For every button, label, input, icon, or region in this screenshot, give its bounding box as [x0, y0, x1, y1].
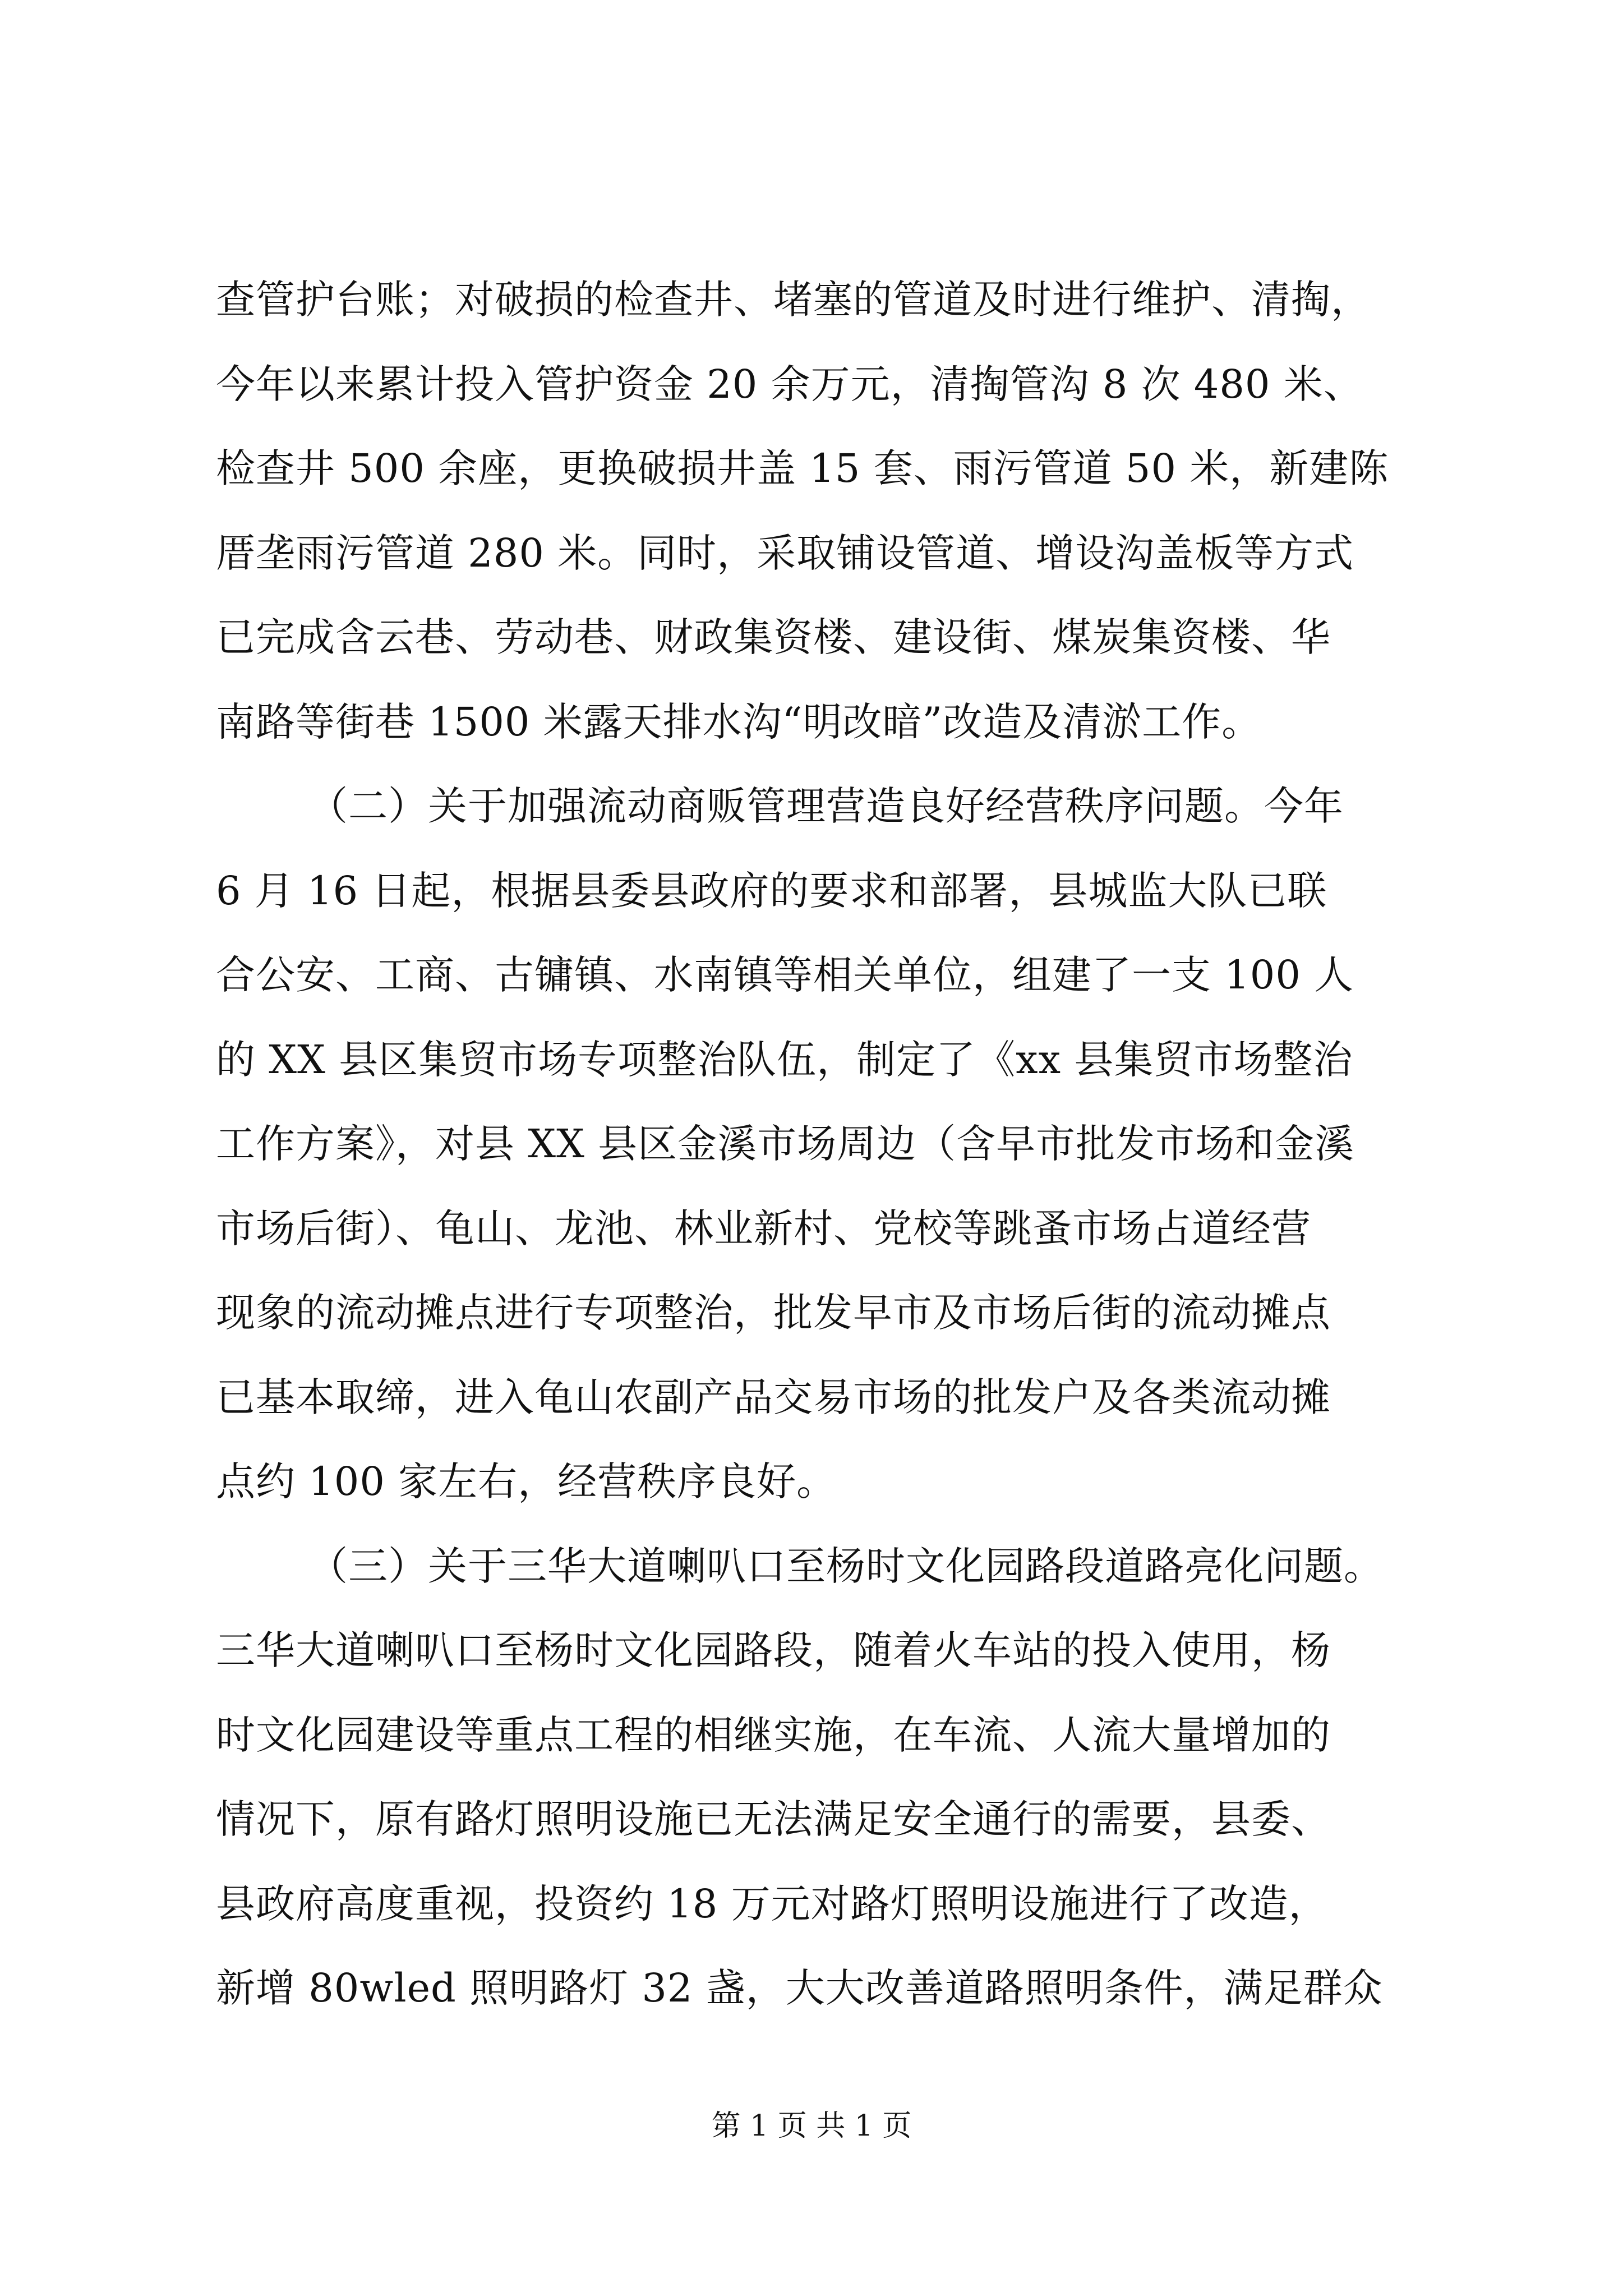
section-heading-line: （三）关于三华大道喇叭口至杨时文化园路段道路亮化问题。 — [308, 1543, 1384, 1589]
text-line: 6 月 16 日起，根据县委县政府的要求和部署，县城监大队已联 — [216, 867, 1327, 914]
text-line: 合公安、工商、古镛镇、水南镇等相关单位，组建了一支 100 人 — [216, 952, 1354, 998]
text-line: 厝垄雨污管道 280 米。同时，采取铺设管道、增设沟盖板等方式 — [216, 530, 1354, 576]
text-line: 的 XX 县区集贸市场专项整治队伍，制定了《xx 县集贸市场整治 — [216, 1036, 1353, 1083]
document-body — [216, 257, 1422, 2031]
text-line: 新增 80wled 照明路灯 32 盏，大大改善道路照明条件，满足群众 — [216, 1965, 1383, 2011]
text-line: 工作方案》，对县 XX 县区金溪市场周边（含早市批发市场和金溪 — [216, 1121, 1355, 1167]
text-line: 已基本取缔，进入龟山农副产品交易市场的批发户及各类流动摊 — [216, 1374, 1331, 1420]
text-line: 现象的流动摊点进行专项整治，批发早市及市场后街的流动摊点 — [216, 1290, 1331, 1336]
text-line: 南路等街巷 1500 米露天排水沟“明改暗”改造及清淤工作。 — [216, 698, 1262, 745]
text-line: 时文化园建设等重点工程的相继实施，在车流、人流大量增加的 — [216, 1711, 1331, 1758]
section-heading-line: （二）关于加强流动商贩管理营造良好经营秩序问题。今年 — [308, 783, 1344, 829]
text-line: 三华大道喇叭口至杨时文化园路段，随着火车站的投入使用，杨 — [216, 1627, 1331, 1673]
text-line: 县政府高度重视，投资约 18 万元对路灯照明设施进行了改造， — [216, 1880, 1329, 1927]
text-line: 情况下，原有路灯照明设施已无法满足安全通行的需要，县委、 — [216, 1796, 1331, 1842]
text-line: 市场后街）、龟山、龙池、林业新村、党校等跳蚤市场占道经营 — [216, 1205, 1311, 1251]
text-line: 今年以来累计投入管护资金 20 余万元，清掏管沟 8 次 480 米、 — [216, 361, 1363, 407]
text-line: 检查井 500 余座，更换破损井盖 15 套、雨污管道 50 米，新建陈 — [216, 445, 1389, 491]
text-line: 查管护台账；对破损的检查井、堵塞的管道及时进行维护、清掏， — [216, 277, 1371, 323]
page-footer: 第 1 页 共 1 页 — [711, 2109, 912, 2143]
text-line: 已完成含云巷、劳动巷、财政集资楼、建设街、煤炭集资楼、华 — [216, 614, 1331, 660]
text-line: 点约 100 家左右，经营秩序良好。 — [216, 1458, 837, 1504]
